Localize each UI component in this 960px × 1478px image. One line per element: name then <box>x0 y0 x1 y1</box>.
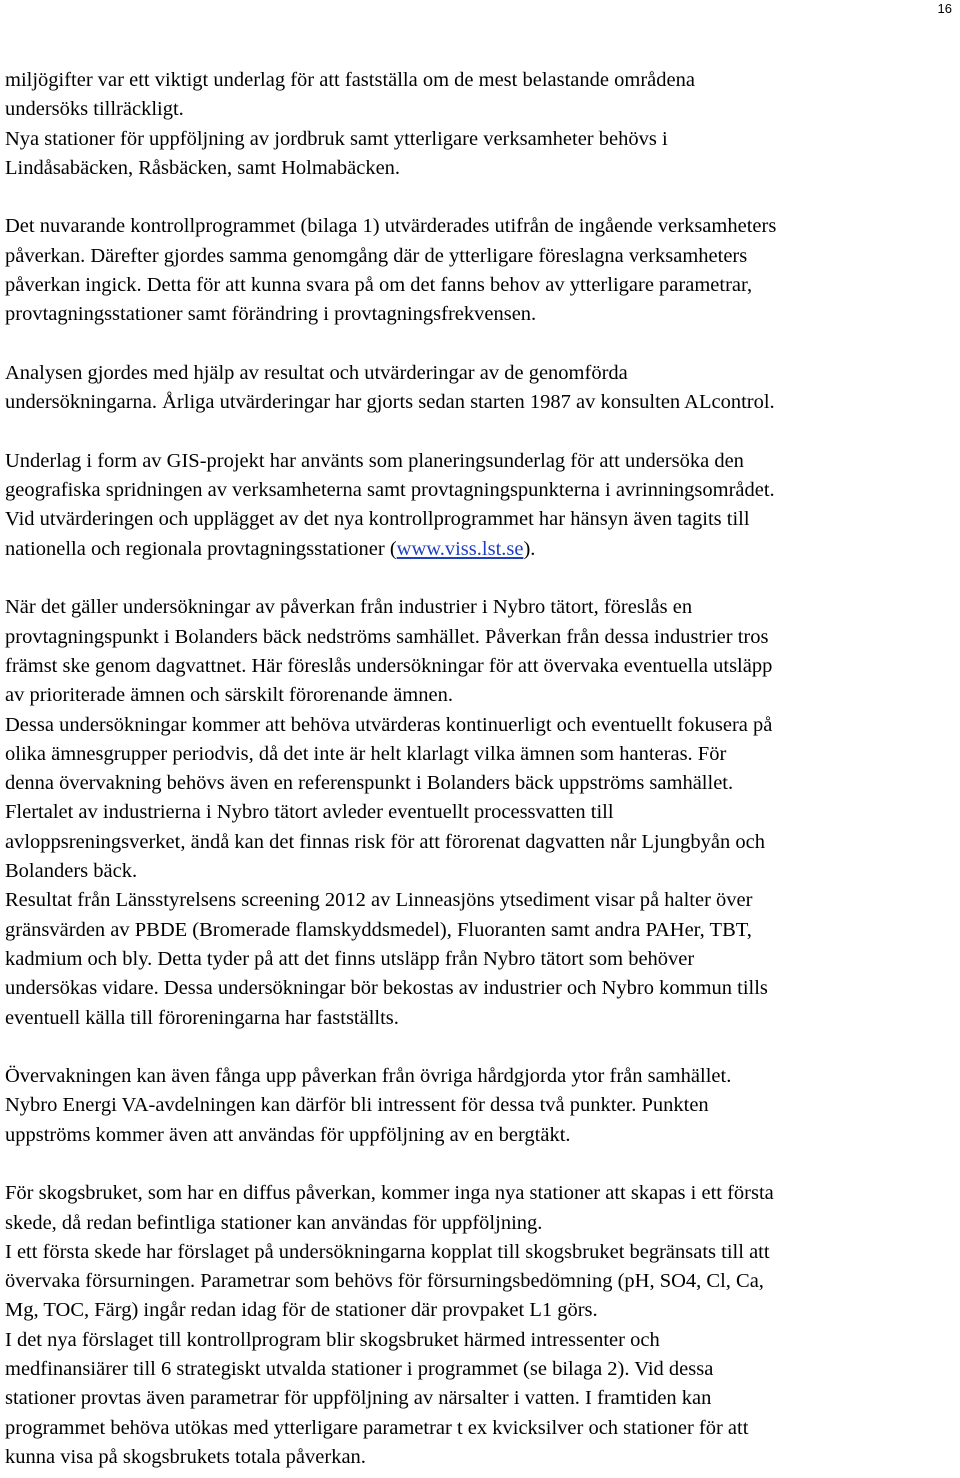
paragraph-gis-underlag <box>5 447 957 564</box>
text-line: Bolanders bäck. <box>5 860 138 883</box>
text-line: För skogsbruket, som har en diffus påverkan, kommer inga nya stationer att skapas i ett första <box>5 1182 774 1205</box>
text-line: miljögifter var ett viktigt underlag för att fastställa om de mest belastande områdena <box>5 69 695 91</box>
text-line: Analysen gjordes med hjälp av resultat och utvärderingar av de genomförda <box>5 361 628 384</box>
text-line: Underlag i form av GIS-projekt har använts som planeringsunderlag för att undersöka den <box>5 449 744 472</box>
text-line: Mg, TOC, Färg) ingår redan idag för de stationer där provpaket L1 görs. <box>5 1299 598 1322</box>
paragraph-gap <box>5 418 957 447</box>
text-line: Flertalet av industrierna i Nybro tätort avleder eventuellt processvatten till <box>5 801 614 824</box>
document-body <box>5 66 957 1472</box>
paragraph-kontrollprogram-utvardering <box>5 212 957 329</box>
text-line: programmet behöva utökas med ytterligare parametrar t ex kvicksilver och stationer för att <box>5 1416 749 1439</box>
paragraph-skogsbruket <box>5 1179 957 1472</box>
text-line: övervaka försurningen. Parametrar som behövs för försurningsbedömning (pH, SO4, Cl, Ca, <box>5 1270 764 1293</box>
paragraph-gap <box>5 1033 957 1062</box>
text-line: olika ämnesgrupper periodvis, då det inte är helt klarlagt vilka ämnen som hanteras. För <box>5 742 727 765</box>
text-line: Nybro Energi VA-avdelningen kan därför bli intressent för dessa två punkter. Punkten <box>5 1094 709 1117</box>
text-line: Nya stationer för uppföljning av jordbruk samt ytterligare verksamheter behövs i <box>5 127 668 150</box>
text-line: provtagningspunkt i Bolanders bäck nedströms samhället. Påverkan från dessa industrier tros <box>5 625 769 648</box>
text-line: Det nuvarande kontrollprogrammet (bilaga 1) utvärderades utifrån de ingående verksamheters <box>5 215 777 238</box>
paragraph-analysen <box>5 359 957 418</box>
paragraph-industrier-nybro <box>5 593 957 1032</box>
text-line: påverkan ingick. Detta för att kunna svara på om det fanns behov av ytterligare parametrar, <box>5 274 753 297</box>
text-line: geografiska spridningen av verksamheterna samt provtagningspunkterna i avrinningsområdet. <box>5 479 775 502</box>
paragraph-overvakning-hardgjorda-ytor <box>5 1062 957 1150</box>
text-line: Övervakningen kan även fånga upp påverkan från övriga hårdgjorda ytor från samhället. <box>5 1065 732 1088</box>
text-line: Vid utvärderingen och upplägget av det nya kontrollprogrammet har hänsyn även tagits till <box>5 508 750 531</box>
text-line: I det nya förslaget till kontrollprogram blir skogsbruket härmed intressenter och <box>5 1328 660 1351</box>
text-line: avloppsreningsverket, ändå kan det finnas risk för att förorenat dagvatten når Ljungbyån och <box>5 830 765 853</box>
text-line: kadmium och bly. Detta tyder på att det finns utsläpp från Nybro tätort som behöver <box>5 947 695 970</box>
text-line: uppströms kommer även att användas för uppföljning av en bergtäkt. <box>5 1123 571 1146</box>
text-line: skede, då redan befintliga stationer kan användas för uppföljning. <box>5 1211 543 1234</box>
text-line: undersökas vidare. Dessa undersökningar bör bekostas av industrier och Nybro kommun tills <box>5 977 768 1000</box>
text-line: påverkan. Därefter gjordes samma genomgång där de ytterligare föreslagna verksamheters <box>5 244 748 267</box>
text-line: undersöks tillräckligt. <box>5 98 184 121</box>
text-line: kunna visa på skogsbrukets totala påverkan. <box>5 1445 366 1468</box>
text-line: Lindåsabäcken, Råsbäcken, samt Holmabäcken. <box>5 156 401 179</box>
text-line: När det gäller undersökningar av påverkan från industrier i Nybro tätort, föreslås en <box>5 596 693 619</box>
page-number: 16 <box>937 1 952 16</box>
paragraph-gap <box>5 564 957 593</box>
text-line <box>5 535 957 564</box>
text-line: I ett första skede har förslaget på undersökningarna kopplat till skogsbruket begränsats till att <box>5 1240 770 1263</box>
text-fragment: nationella och regionala provtagningsstationer ( <box>5 537 397 560</box>
paragraph-jordbruk-stationer <box>5 66 957 183</box>
text-line: denna övervakning behövs även en referenspunkt i Bolanders bäck uppströms samhället. <box>5 772 734 795</box>
text-line: stationer provtas även parametrar för uppföljning av närsalter i vatten. I framtiden kan <box>5 1387 712 1410</box>
paragraph-gap <box>5 330 957 359</box>
text-line: medfinansiärer till 6 strategiskt utvalda stationer i programmet (se bilaga 2). Vid dessa <box>5 1358 714 1381</box>
text-line: Dessa undersökningar kommer att behöva utvärderas kontinuerligt och eventuellt fokusera på <box>5 713 773 736</box>
paragraph-gap <box>5 1150 957 1179</box>
text-line: gränsvärden av PBDE (Bromerade flamskyddsmedel), Fluoranten samt andra PAHer, TBT, <box>5 918 752 941</box>
viss-link[interactable]: www.viss.lst.se <box>396 537 524 560</box>
paragraph-gap <box>5 183 957 212</box>
text-line: av prioriterade ämnen och särskilt förorenande ämnen. <box>5 684 453 707</box>
text-line: främst ske genom dagvattnet. Här föreslås undersökningar för att övervaka eventuella utsläpp <box>5 654 773 677</box>
text-line: undersökningarna. Årliga utvärderingar har gjorts sedan starten 1987 av konsulten ALcontrol. <box>5 391 775 414</box>
text-fragment: ). <box>523 537 536 560</box>
text-line: provtagningsstationer samt förändring i provtagningsfrekvensen. <box>5 303 537 326</box>
text-line: eventuell källa till föroreningarna har fastställts. <box>5 1006 399 1029</box>
text-line: Resultat från Länsstyrelsens screening 2012 av Linneasjöns ytsediment visar på halter över <box>5 889 753 912</box>
